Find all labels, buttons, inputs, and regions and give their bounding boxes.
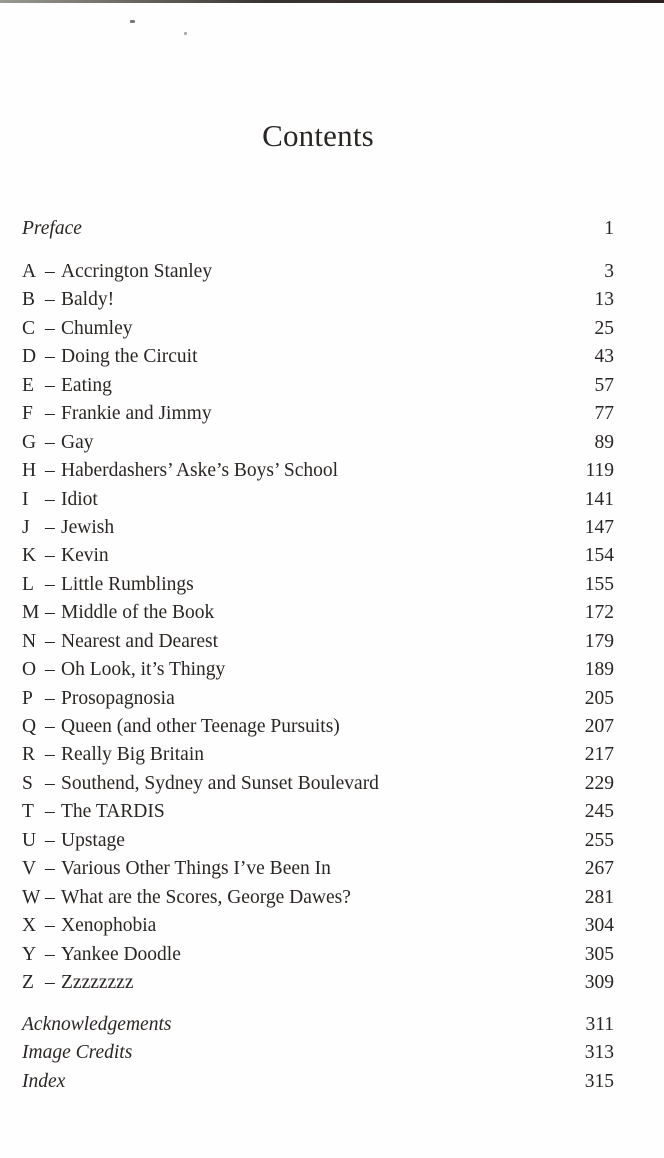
entry-page: 313: [584, 1042, 614, 1063]
entry-dash: –: [45, 346, 55, 368]
chapter-letter: G: [22, 431, 37, 453]
chapter-letter: K: [22, 545, 37, 567]
toc-entry-chapter[interactable]: [22, 941, 614, 969]
entry-dash: –: [45, 374, 55, 396]
entry-page: 179: [584, 630, 614, 652]
entry-page: 281: [584, 886, 614, 908]
entry-dash: –: [45, 801, 55, 823]
chapter-letter: I: [22, 488, 29, 510]
toc-entry-chapter[interactable]: [22, 372, 614, 400]
entry-dash: –: [45, 971, 55, 993]
scan-speck: [130, 20, 135, 23]
entry-title: Kevin: [61, 545, 109, 567]
entry-dash: –: [45, 659, 55, 681]
entry-dash: –: [45, 403, 55, 425]
entry-page: 207: [584, 716, 614, 737]
entry-page: 189: [584, 659, 614, 681]
entry-dash: –: [45, 516, 55, 538]
toc-entry-chapter[interactable]: [22, 741, 614, 769]
entry-title: Acknowledgements: [22, 1014, 172, 1035]
entry-page: 205: [584, 687, 614, 709]
entry-title: Oh Look, it’s Thingy: [61, 659, 226, 681]
toc-entry-chapter[interactable]: [22, 315, 614, 343]
chapter-letter: E: [22, 374, 34, 396]
chapter-letter: C: [22, 317, 36, 339]
chapter-letter: W: [22, 886, 41, 908]
entry-title: Various Other Things I’ve Been In: [61, 858, 331, 880]
toc-entry-chapter[interactable]: [22, 400, 614, 428]
toc-entry-chapter[interactable]: [22, 855, 614, 883]
entry-dash: –: [45, 858, 55, 880]
chapter-letter: Z: [22, 971, 34, 993]
chapter-letter: R: [22, 744, 36, 766]
toc-entry-chapter[interactable]: [22, 286, 614, 314]
entry-dash: –: [45, 744, 55, 766]
chapter-letter: M: [22, 602, 40, 624]
toc-entry-chapter[interactable]: [22, 429, 614, 457]
entry-dash: –: [45, 829, 55, 851]
toc-entry-chapter[interactable]: [22, 628, 614, 656]
chapter-letter: L: [22, 573, 34, 595]
entry-dash: –: [45, 289, 55, 311]
entry-title: Middle of the Book: [61, 602, 215, 624]
entry-page: 315: [584, 1071, 614, 1092]
entry-page: 311: [585, 1014, 614, 1035]
entry-title: The TARDIS: [61, 801, 165, 823]
chapter-letter: T: [22, 801, 34, 823]
entry-title: Chumley: [61, 317, 133, 339]
entry-page: 141: [584, 488, 614, 510]
chapter-letter: N: [22, 630, 37, 652]
entry-dash: –: [45, 261, 55, 282]
chapter-letter: A: [22, 261, 37, 282]
chapter-letter: U: [22, 829, 37, 851]
entry-dash: –: [45, 573, 55, 595]
chapter-letter: P: [22, 687, 33, 709]
entry-page: 305: [584, 943, 614, 965]
toc-entry-chapter[interactable]: [22, 258, 614, 286]
entry-title: Prosopagnosia: [61, 687, 175, 709]
scan-speck: [184, 32, 187, 35]
toc-entry-chapter[interactable]: [22, 969, 614, 997]
entry-title: Haberdashers’ Aske’s Boys’ School: [61, 460, 339, 482]
toc-entry-chapter[interactable]: [22, 457, 614, 485]
entry-page: 255: [584, 829, 614, 851]
chapter-letter: B: [22, 289, 36, 311]
entry-dash: –: [45, 716, 55, 737]
entry-title: Doing the Circuit: [61, 346, 198, 368]
toc-entry-chapter[interactable]: [22, 685, 614, 713]
entry-page: 77: [594, 403, 614, 425]
toc-entry-chapter[interactable]: [22, 599, 614, 627]
entry-title: Queen (and other Teenage Pursuits): [61, 716, 340, 737]
entry-title: Preface: [22, 218, 82, 239]
entry-page: 229: [584, 772, 614, 794]
toc-entry-chapter[interactable]: [22, 912, 614, 940]
entry-page: 304: [584, 915, 614, 937]
chapter-list: [0, 258, 614, 997]
entry-title: Frankie and Jimmy: [61, 403, 212, 425]
entry-title: Little Rumblings: [61, 573, 194, 595]
entry-dash: –: [45, 886, 55, 908]
toc-entry-image-credits[interactable]: [22, 1039, 614, 1067]
entry-dash: –: [45, 488, 55, 510]
entry-page: 1: [604, 218, 614, 239]
entry-dash: –: [45, 687, 55, 709]
entry-page: 89: [594, 431, 614, 453]
entry-dash: –: [45, 545, 55, 567]
entry-title: Index: [22, 1071, 66, 1092]
chapter-letter: O: [22, 659, 37, 681]
scan-top-edge: [0, 0, 664, 3]
toc-entry-chapter[interactable]: [22, 884, 614, 912]
entry-page: 217: [584, 744, 614, 766]
entry-page: 3: [604, 261, 614, 282]
entry-title: Eating: [61, 374, 112, 396]
entry-dash: –: [45, 915, 55, 937]
chapter-letter: H: [22, 460, 37, 482]
toc-entry-chapter[interactable]: [22, 798, 614, 826]
toc-entry-chapter[interactable]: [22, 770, 614, 798]
entry-title: Zzzzzzzz: [61, 971, 134, 993]
toc-entry-acknowledgements[interactable]: [22, 1011, 614, 1039]
toc-entry-chapter[interactable]: [22, 542, 614, 570]
entry-title: Baldy!: [61, 289, 115, 311]
entry-title: Idiot: [61, 488, 98, 510]
entry-page: 172: [584, 602, 614, 624]
entry-dash: –: [45, 431, 55, 453]
entry-page: 154: [584, 545, 614, 567]
entry-dash: –: [45, 460, 55, 482]
toc-entry-chapter[interactable]: [22, 514, 614, 542]
chapter-letter: Y: [22, 943, 37, 965]
entry-page: 147: [584, 516, 614, 538]
entry-page: 57: [594, 374, 614, 396]
entry-title: Accrington Stanley: [61, 261, 213, 282]
entry-page: 119: [585, 460, 614, 482]
entry-page: 13: [594, 289, 614, 311]
entry-dash: –: [45, 317, 55, 339]
entry-title: Image Credits: [22, 1042, 133, 1063]
entry-page: 267: [584, 858, 614, 880]
chapter-letter: V: [22, 858, 37, 880]
entry-dash: –: [45, 772, 55, 794]
toc-entry-chapter[interactable]: [22, 571, 614, 599]
entry-page: 25: [594, 317, 614, 339]
toc-entry-chapter[interactable]: [22, 827, 614, 855]
chapter-letter: D: [22, 346, 37, 368]
toc-entry-chapter[interactable]: [22, 656, 614, 684]
entry-title: Xenophobia: [61, 915, 157, 937]
toc-entry-index[interactable]: [22, 1068, 614, 1096]
entry-title: Really Big Britain: [61, 744, 204, 766]
toc-entry-chapter[interactable]: [22, 486, 614, 514]
chapter-letter: S: [22, 772, 33, 794]
toc-entry-chapter[interactable]: [22, 713, 614, 741]
entry-title: What are the Scores, George Dawes?: [61, 886, 351, 908]
page-title: Contents: [262, 118, 374, 153]
entry-dash: –: [45, 602, 55, 624]
chapter-letter: J: [22, 516, 30, 538]
entry-title: Gay: [61, 431, 94, 453]
chapter-letter: Q: [22, 716, 37, 737]
toc-entry-preface[interactable]: [22, 215, 614, 243]
toc-entry-chapter[interactable]: [22, 343, 614, 371]
entry-page: 309: [584, 971, 614, 993]
entry-dash: –: [45, 943, 55, 965]
entry-dash: –: [45, 630, 55, 652]
entry-title: Upstage: [61, 829, 125, 851]
entry-title: Jewish: [61, 516, 115, 538]
entry-page: 245: [584, 801, 614, 823]
chapter-letter: X: [22, 915, 37, 937]
entry-page: 43: [594, 346, 614, 368]
entry-title: Nearest and Dearest: [61, 630, 218, 652]
entry-page: 155: [584, 573, 614, 595]
entry-title: Southend, Sydney and Sunset Boulevard: [61, 772, 379, 794]
entry-title: Yankee Doodle: [61, 943, 181, 965]
chapter-letter: F: [22, 403, 33, 425]
